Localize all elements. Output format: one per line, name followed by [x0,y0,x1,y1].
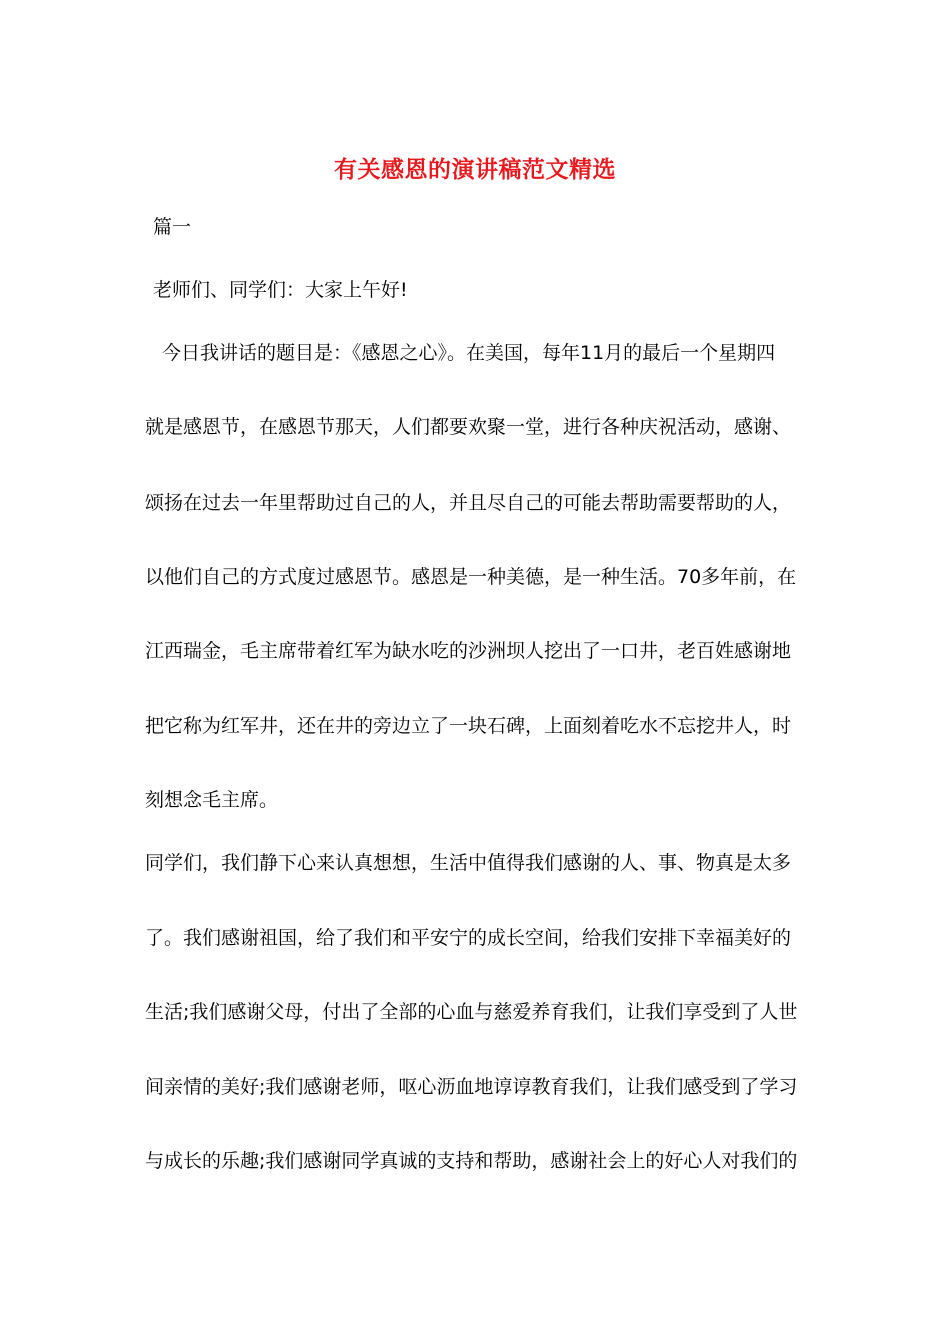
paragraph-2-line-5: 与成长的乐趣;我们感谢同学真诚的支持和帮助，感谢社会上的好心人对我们的 [145,1150,798,1172]
paragraph-2-line-1: 同学们，我们静下心来认真想想，生活中值得我们感谢的人、事、物真是太多 [145,852,792,874]
paragraph-2-line-4: 间亲情的美好;我们感谢老师，呕心沥血地谆谆教育我们，让我们感受到了学习 [145,1076,798,1098]
section-heading: 篇一 [153,216,192,238]
paragraph-1-line-3: 颂扬在过去一年里帮助过自己的人，并且尽自己的可能去帮助需要帮助的人， [145,492,792,514]
paragraph-1-line-6: 把它称为红军井，还在井的旁边立了一块石碑，上面刻着吃水不忘挖井人，时 [145,715,792,737]
paragraph-1-line-1: 今日我讲话的题目是：《感恩之心》。在美国，每年11月的最后一个星期四 [162,342,776,364]
paragraph-1-line-5: 江西瑞金，毛主席带着红军为缺水吃的沙洲坝人挖出了一口井，老百姓感谢地 [145,640,792,662]
paragraph-1-line-4: 以他们自己的方式度过感恩节。感恩是一种美德，是一种生活。70多年前，在 [145,566,797,588]
paragraph-2-line-2: 了。我们感谢祖国，给了我们和平安宁的成长空间，给我们安排下幸福美好的 [145,927,792,949]
document-title: 有关感恩的演讲稿范文精选 [334,156,616,183]
greeting-line: 老师们、同学们：大家上午好! [153,279,408,301]
paragraph-1-line-2: 就是感恩节，在感恩节那天，人们都要欢聚一堂，进行各种庆祝活动，感谢、 [145,416,792,438]
paragraph-2-line-3: 生活;我们感谢父母，付出了全部的心血与慈爱养育我们，让我们享受到了人世 [145,1001,798,1023]
paragraph-1-line-7: 刻想念毛主席。 [145,789,279,811]
